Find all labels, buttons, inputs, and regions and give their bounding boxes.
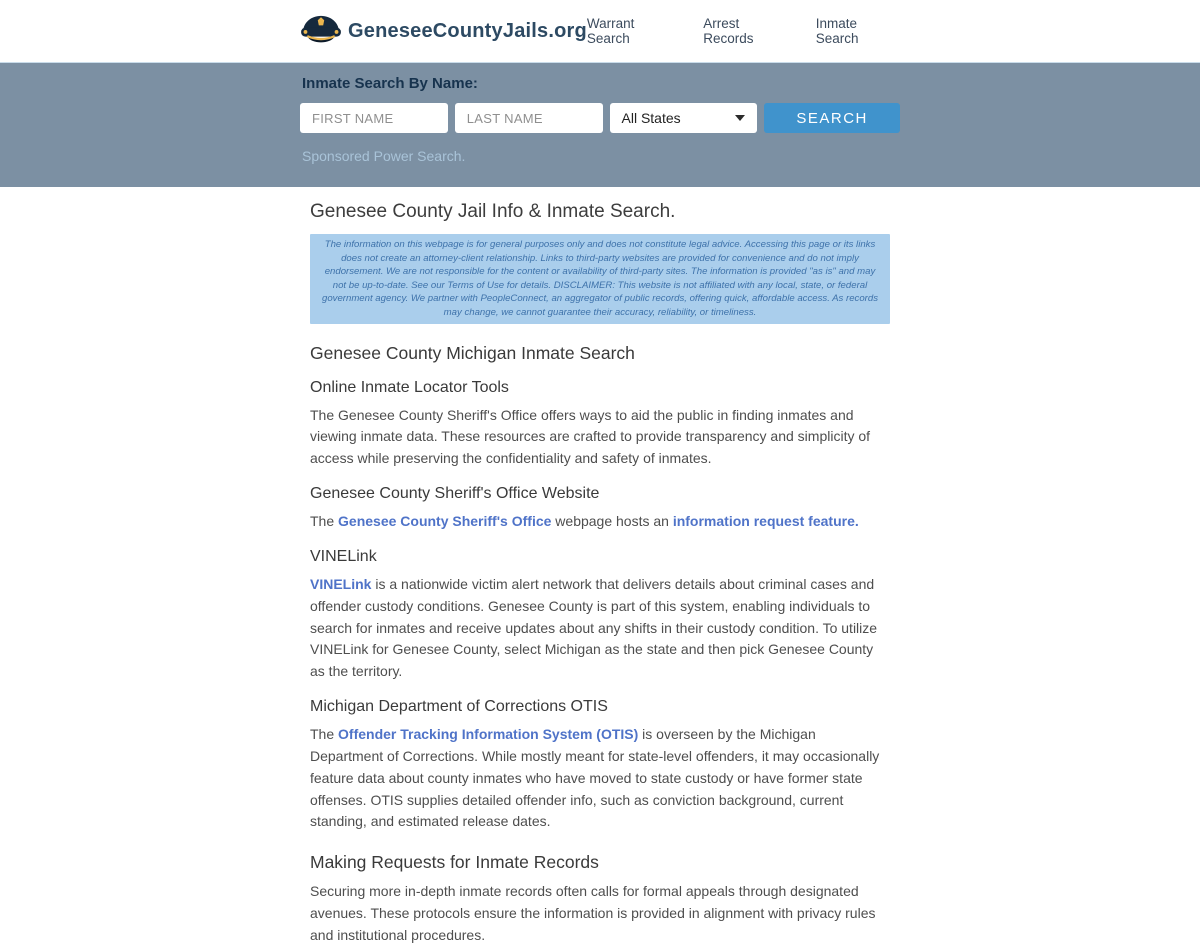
main-content [300,187,900,947]
locator-heading: Online Inmate Locator Tools [310,378,509,396]
requests-heading: Making Requests for Inmate Records [310,852,599,873]
brand-logo[interactable] [300,13,587,49]
otis-link[interactable]: Offender Tracking Information System (OTIS) [338,726,639,743]
vinelink-heading: VINELink [310,547,377,565]
sheriff-office-link[interactable]: Genesee County Sheriff's Office [338,513,552,530]
information-request-feature-link[interactable]: information request feature. [672,513,859,530]
main-nav [587,16,900,46]
chevron-down-icon [735,115,745,121]
locator-paragraph: The Genesee County Sheriff's Office offers ways to aid the public in finding inmates and viewing inmate data. These resources are crafted to provide transparency and simplicity of access while preserving the confidentiality and safety of inmates. [310,406,871,467]
search-form [300,103,900,133]
disclaimer-box: The information on this webpage is for general purposes only and does not constitute legal advice. Accessing this page or its links does not create an attorney-client relationship. Links to third-party websites are provided for convenience and do not imply endorsement. We are not responsible for the content or availability of third-party sites. The information is provided "as is" and may not be up-to-date. See our Terms of Use for details. DISCLAIMER: This website is not affiliated with any local, state, or federal government agency. We partner with PeopleConnect, an aggregator of public records, offering quick, affordable access. As records may change, we cannot guarantee their accuracy, reliability, or timeliness. [310,234,890,324]
otis-heading: Michigan Department of Corrections OTIS [310,698,608,716]
otis-text: is overseen by the Michigan Department of Corrections. While mostly meant for state-level offenders, it may occasionally feature data about county inmates who have moved to state custody or have former state offenses. OTIS supplies detailed offender info, such as conviction background, current standing, and estimated release dates. [310,726,880,830]
search-band-title: Inmate Search By Name: [302,75,478,92]
vinelink-link[interactable]: VINELink [310,575,372,592]
nav-link-arrest-records[interactable]: Arrest Records [703,16,754,46]
sheriff-text-before: The [310,513,339,530]
site-header [0,0,1200,62]
sheriff-website-paragraph [310,511,890,533]
vinelink-text: is a nationwide victim alert network that delivers details about criminal cases and offender custody conditions. Genesee County is part of this system, enabling individuals to search for inmates and receive updates about any shifts in their custody condition. To utilize VINELink for Genesee County, select Michigan as the state and then pick Genesee County as the territory. [310,575,878,680]
sheriff-text-middle: webpage hosts an [551,513,673,530]
state-select-value: All States [621,110,681,126]
main-heading: Genesee County Michigan Inmate Search [310,342,635,363]
police-hat-icon [300,13,342,49]
nav-link-warrant-search[interactable]: Warrant Search [586,16,635,46]
brand-name: GeneseeCountyJails.org [348,19,587,42]
sponsored-power-search-link[interactable]: Sponsored Power Search. [302,148,466,164]
otis-paragraph [310,724,890,833]
state-select[interactable] [610,103,758,133]
vinelink-paragraph [310,574,890,683]
inmate-search-band [0,62,1200,187]
first-name-input[interactable] [300,103,448,133]
requests-paragraph: Securing more in-depth inmate records often calls for formal appeals through designated avenues. These protocols ensure the information is provided in alignment with privacy rules and institutional procedures. [310,883,876,943]
page-title: Genesee County Jail Info & Inmate Search. [310,201,676,222]
search-button[interactable]: SEARCH [764,103,900,133]
nav-link-inmate-search[interactable]: Inmate Search [815,16,859,46]
last-name-input[interactable] [455,103,603,133]
sheriff-website-heading: Genesee County Sheriff's Office Website [310,485,600,503]
otis-text-before: The [310,726,339,743]
